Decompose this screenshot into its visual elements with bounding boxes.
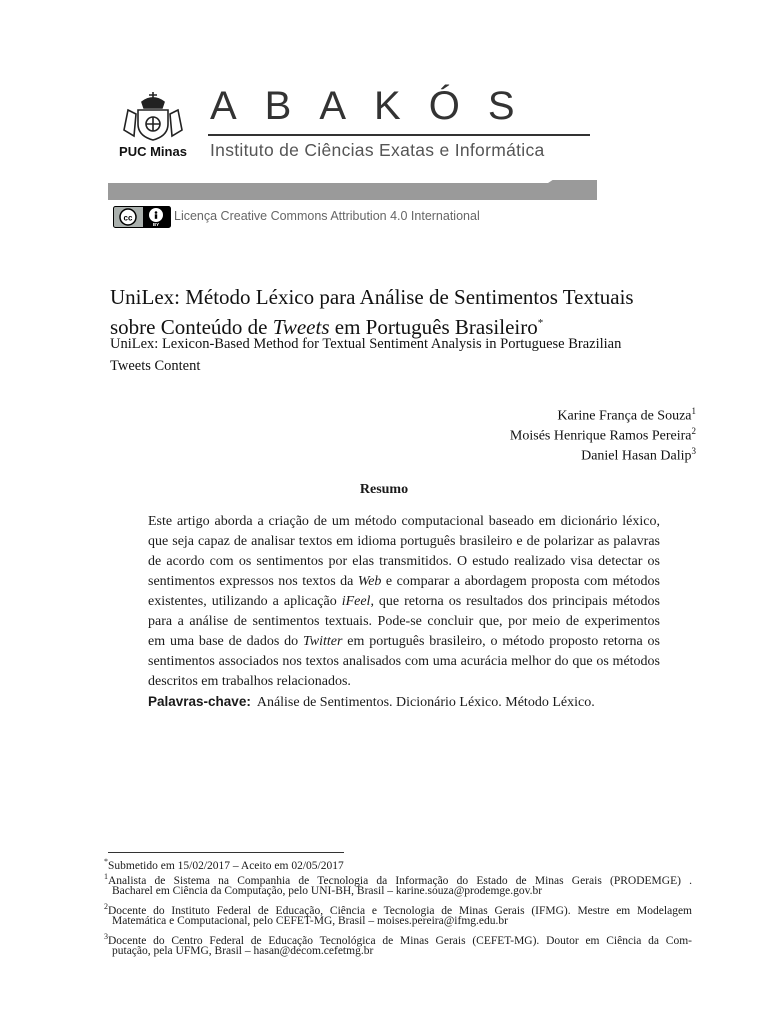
svg-text:BY: BY — [152, 222, 160, 227]
coat-of-arms-icon — [108, 88, 198, 144]
keywords-label: Palavras-chave: — [148, 694, 251, 709]
footnote-author-3-cont: putação, pela UFMG, Brasil – hasan@decom.cefetmg.br — [112, 945, 374, 957]
footnote-submission: *Submetido em 15/02/2017 – Aceito em 02/05/2017 — [104, 857, 344, 872]
puc-minas-logo — [108, 88, 198, 168]
abstract-line: sentimentos expressos nos textos da Web e comparar a abordagem proposta com métodos — [148, 574, 660, 589]
footnote-rule — [108, 852, 344, 853]
header-rule — [208, 134, 590, 136]
paper-title-line-1: UniLex: Método Léxico para Análise de Sentimentos Textuais — [110, 285, 634, 309]
abstract-line: Este artigo aborda a criação de um método computacional baseado em dicionário léxico, — [148, 514, 660, 529]
paper-title-line-2: sobre Conteúdo de Tweets em Português Brasileiro* — [110, 315, 544, 339]
author: Karine França de Souza$^1$ — [557, 406, 696, 424]
abstract-line: existentes, utilizando a aplicação iFeel, que retorna os resultados dos principais métodos — [148, 594, 660, 609]
english-title-line-1: UniLex: Lexicon-Based Method for Textual Sentiment Analysis in Portuguese Brazilian — [110, 336, 622, 352]
abstract-line: que seja capaz de analisar textos em idioma português brasileiro e de polarizar as palavras — [148, 534, 660, 549]
author: Daniel Hasan Dalip$^3$ — [581, 446, 696, 464]
abstract-line: descritos em trabalhos relacionados. — [148, 674, 351, 689]
author: Moisés Henrique Ramos Pereira$^2$ — [509, 426, 696, 444]
footnote-author-3: $^3$Docente do Centro Federal de Educação Tecnológica de Minas Gerais (CEFET-MG). Doutor em Ciência da Com- — [104, 932, 692, 947]
creative-commons-icon — [113, 206, 171, 228]
header-band — [108, 180, 597, 200]
keywords — [148, 694, 595, 711]
footnote-author-1-cont: Bacharel em Ciência da Computação, pelo UNI-BH, Brasil – karine.souza@prodemge.gov.br — [112, 885, 543, 897]
footnote-author-2: $^2$Docente do Instituto Federal de Educação, Ciência e Tecnologia de Minas Gerais (IFMG). Mestre em Modelagem — [104, 902, 692, 917]
abstract-line: sentimentos associados nos textos analisados com uma acurácia melhor do que os métodos — [148, 654, 660, 669]
institute-name: Instituto de Ciências Exatas e Informática — [210, 140, 545, 160]
keywords-text: Análise de Sentimentos. Dicionário Léxico. Método Léxico. — [256, 695, 595, 710]
journal-name: ABAKÓS — [210, 84, 543, 128]
journal-header — [108, 84, 597, 200]
english-title-line-2: Tweets Content — [110, 358, 201, 374]
abstract-heading: Resumo — [359, 482, 409, 497]
footnote-author-1: $^1$Analista de Sistema na Companhia de Tecnologia da Informação do Estado de Minas Gerais (PRODEMGE) . — [104, 872, 692, 887]
abstract-line: em uma base de dados do Twitter em português brasileiro, o método proposto retorna os — [148, 634, 660, 649]
svg-text:cc: cc — [123, 213, 133, 223]
footnote-author-2-cont: Matemática e Computacional, pelo CEFET-MG, Brasil – moises.pereira@ifmg.edu.br — [112, 915, 508, 927]
abstract-line: de acordo com os sentimentos por elas transmitidos. O estudo realizado visa detectar os — [148, 554, 660, 569]
license-text: Licença Creative Commons Attribution 4.0 International — [174, 209, 480, 223]
logo-caption: PUC Minas — [119, 144, 187, 159]
abstract-line: para a análise de sentimentos textuais. Pode-se concluir que, por meio de experimentos — [148, 614, 660, 629]
